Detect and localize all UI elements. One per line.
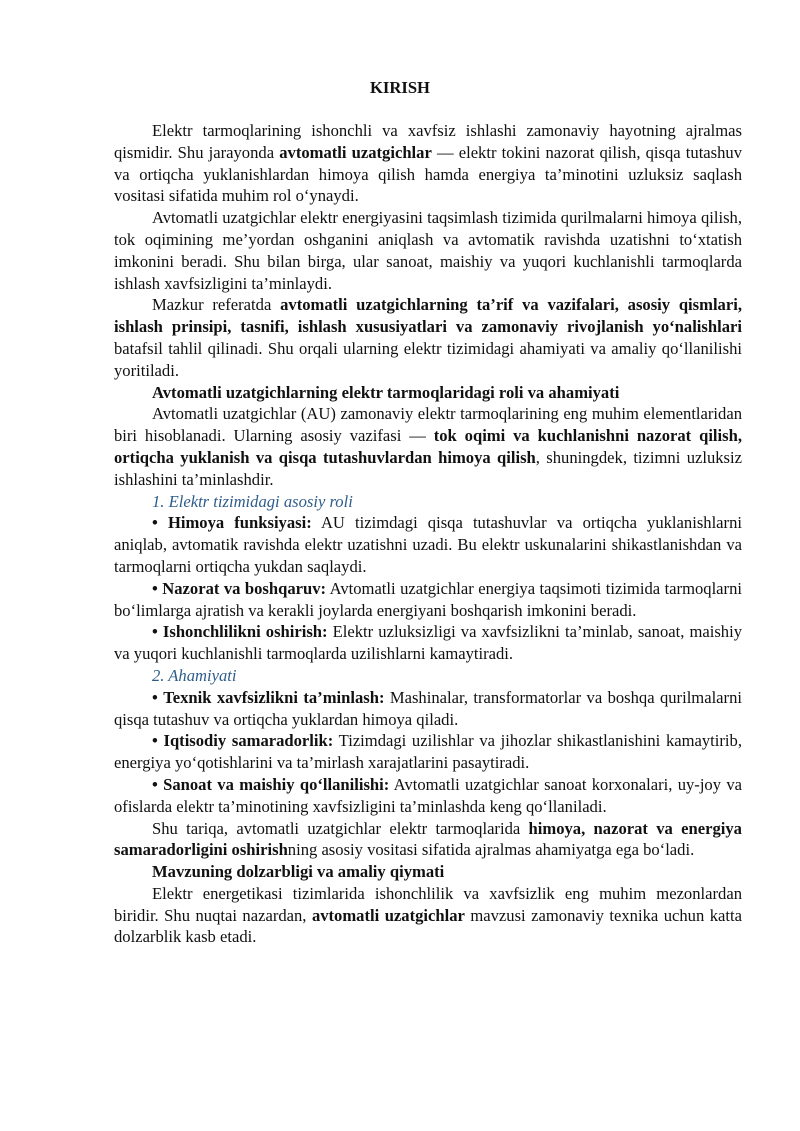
- bullet-text: Tizimdagi uzilishlar va jihozlar shikastlanishini kamaytirib, energiya yo‘qotishlarini va ta’mirlash xarajatlarini pasaytiradi.: [114, 731, 742, 773]
- paragraph-scope: [114, 294, 742, 381]
- text-run: Shu tariqa, avtomatli uzatgichlar elektr tarmoqlarida: [152, 818, 529, 838]
- bullet-icon: •: [152, 687, 158, 707]
- text-run: Elektr tarmoqlarining ishonchli va xavfsiz ishlashi zamonaviy hayotning ajralmas qismidir. Shu jarayonda: [114, 121, 742, 162]
- text-run: batafsil tahlil qilinadi. Shu orqali ularning elektr tizimidagi ahamiyati va amaliy qo‘llanilishi yoritiladi.: [114, 338, 742, 380]
- bullet-icon: •: [152, 731, 158, 751]
- bullet-text: Avtomatli uzatgichlar energiya taqsimoti tizimida tarmoqlarni bo‘limlarga ajratish va kerakli joylarda energiyani boshqarish imkonini beradi.: [114, 578, 742, 620]
- bullet-term: Himoya funksiyasi:: [167, 513, 312, 533]
- text-run: Mazkur referatda: [152, 295, 281, 315]
- text-run: , shuningdek, tizimni uzluksiz ishlashini ta’minlashdir.: [114, 447, 742, 489]
- bullet-item: [114, 578, 742, 622]
- bullet-text: Avtomatli uzatgichlar sanoat korxonalari, uy-joy va ofislarda elektr ta’minotining xavfsizligini ta’minlashda keng qo‘llaniladi.: [114, 774, 742, 816]
- bullet-icon: •: [152, 774, 158, 794]
- bullet-term: Nazorat va boshqaruv:: [162, 578, 327, 598]
- bullet-term: Sanoat va maishiy qo‘llanilishi:: [163, 774, 390, 794]
- bullet-item: [114, 730, 742, 774]
- paragraph-function: Avtomatli uzatgichlar elektr energiyasini taqsimlash tizimida qurilmalarni himoya qilish, tok oqimining me’yordan oshganini aniqlash va avtomatik ravishda uzatishni to‘xtatish imkonini beradi. Shu bilan birga, ular sanoat, maishiy va yuqori kuchlanishli tarmoqlarda ishlash xavfsizligini ta’minlaydi.: [114, 208, 742, 293]
- bold-term: tok oqimi va kuchlanishni nazorat qilish, ortiqcha yuklanish va qisqa tutashuvlardan himoya qilish: [114, 426, 742, 467]
- bullet-item: [114, 512, 742, 577]
- document-body: [114, 120, 742, 948]
- bullet-term: Texnik xavfsizlikni ta’minlash:: [163, 687, 385, 707]
- text-run: ning asosiy vositasi sifatida ajralmas ahamiyatga ega bo‘ladi.: [287, 840, 695, 860]
- bullet-text: Mashinalar, transformatorlar va boshqa qurilmalarni qisqa tutashuv va ortiqcha yuklardan himoya qiladi.: [114, 687, 742, 729]
- paragraph-conclusion: [114, 818, 742, 862]
- bold-term: avtomatli uzatgichlarning ta’rif va vazifalari, asosiy qismlari, ishlash prinsipi, tasnifi, ishlash xususiyatlari va zamonaviy rivojlanish yo‘nalishlari: [114, 295, 742, 337]
- bold-term: himoya, nazorat va energiya samaradorligini oshirish: [114, 818, 742, 860]
- subheading-main-role: 1. Elektr tizimidagi asosiy roli: [152, 491, 353, 511]
- bullet-icon: •: [152, 622, 158, 642]
- text-run: mavzusi zamonaviy texnika uchun katta dolzarblik kasb etadi.: [114, 905, 742, 947]
- page-title: KIRISH: [370, 78, 430, 97]
- bullet-icon: •: [152, 578, 158, 598]
- bullet-text: Elektr uzluksizligi va xavfsizlikni ta’minlab, sanoat, maishiy va yuqori kuchlanishli tarmoqlarda uzilishlarni kamaytiradi.: [114, 622, 742, 664]
- bold-term: avtomatli uzatgichlar: [311, 905, 465, 925]
- paragraph-au-definition: [114, 403, 742, 490]
- bullet-item: [114, 687, 742, 731]
- text-run: — elektr tokini nazorat qilish, qisqa tutashuv va ortiqcha yuklanishlardan himoya qilish hamda energiya ta’minotini uzluksiz saqlash vositasi sifatida muhim rol o‘ynaydi.: [114, 142, 743, 206]
- text-run: Avtomatli uzatgichlar (AU) zamonaviy elektr tarmoqlarining eng muhim elementlaridan biri hisoblanadi. Ularning asosiy vazifasi —: [114, 404, 742, 446]
- bullet-item: [114, 621, 742, 665]
- section-heading-role: Avtomatli uzatgichlarning elektr tarmoqlaridagi roli va ahamiyati: [152, 382, 620, 402]
- bullet-term: Ishonchlilikni oshirish:: [162, 622, 328, 642]
- text-run: Elektr energetikasi tizimlarida ishonchlilik va xavfsizlik eng muhim mezonlardan biridir. Shu nuqtai nazardan,: [114, 883, 742, 925]
- section-heading-relevance: Mavzuning dolzarbligi va amaliy qiymati: [152, 862, 445, 882]
- subheading-importance: 2. Ahamiyati: [152, 665, 237, 685]
- bullet-item: [114, 774, 742, 818]
- paragraph-intro: [114, 120, 742, 207]
- bullet-text: AU tizimdagi qisqa tutashuvlar va ortiqcha yuklanishlarni aniqlab, avtomatik ravishda elektr uzatishni uzadi. Bu elektr uskunalarini shikastlanishdan va tarmoqlarni ortiqcha yukdan saqlaydi.: [114, 513, 742, 576]
- bullet-term: Iqtisodiy samaradorlik:: [163, 731, 334, 751]
- paragraph-relevance: [114, 883, 742, 948]
- bullet-icon: •: [152, 513, 158, 533]
- bold-term: avtomatli uzatgichlar: [279, 142, 432, 162]
